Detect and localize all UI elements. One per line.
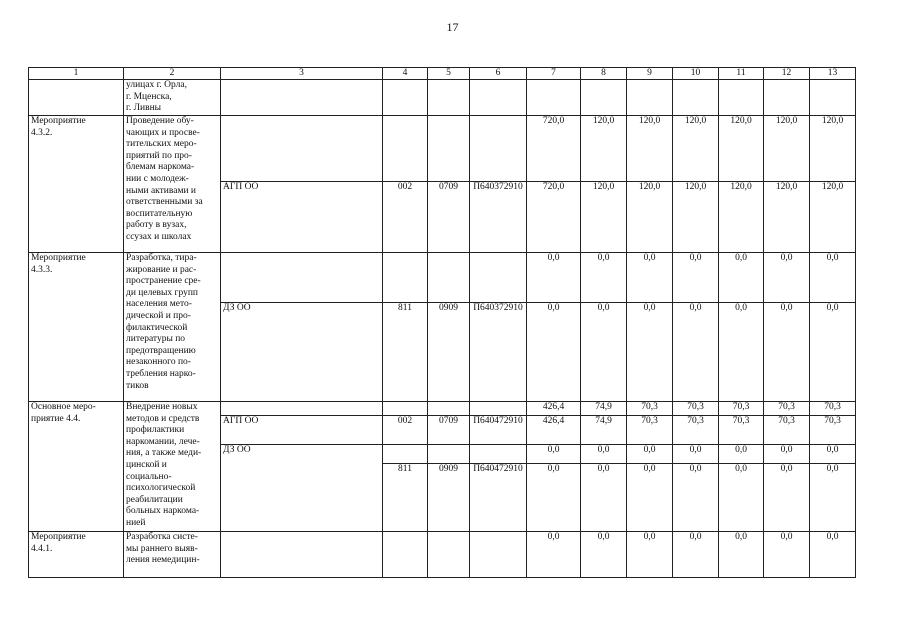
- grbs-cell: 002: [383, 416, 428, 445]
- target-code-cell: П640472910: [470, 464, 527, 532]
- value-cell: 120,0: [581, 116, 627, 182]
- value-cell: 0,0: [673, 532, 719, 578]
- value-cell: 0,0: [673, 445, 719, 464]
- value-cell: 0,0: [627, 445, 673, 464]
- value-cell: 0,0: [810, 303, 856, 402]
- value-cell: 0,0: [810, 532, 856, 578]
- value-cell: 70,3: [627, 416, 673, 445]
- value-cell: 0,0: [764, 253, 810, 303]
- value-cell: 70,3: [719, 416, 764, 445]
- value-cell: 70,3: [627, 402, 673, 416]
- header-cell: 8: [581, 68, 627, 80]
- grbs-cell: 811: [383, 464, 428, 532]
- value-cell: 0,0: [581, 253, 627, 303]
- measure-description: Проведение обу- чающих и просве- тительских меро- приятий по про- блемам наркома- нии с молодеж- ными активами и ответственными за воспитательную работу в вузах, ссузах и школах: [124, 116, 221, 253]
- value-cell: 0,0: [527, 445, 581, 464]
- value-cell: 0,0: [581, 464, 627, 532]
- value-cell: 0,0: [527, 303, 581, 402]
- value-cell: 0,0: [673, 303, 719, 402]
- header-row: [29, 68, 856, 80]
- table-row: [29, 253, 856, 303]
- target-code-cell: П640372910: [470, 182, 527, 253]
- value-cell: 70,3: [764, 416, 810, 445]
- value-cell: 120,0: [719, 116, 764, 182]
- table-row: [29, 80, 856, 116]
- value-cell: 0,0: [627, 303, 673, 402]
- value-cell: 70,3: [810, 402, 856, 416]
- value-cell: 120,0: [627, 182, 673, 253]
- value-cell: 720,0: [527, 182, 581, 253]
- value-cell: 74,9: [581, 416, 627, 445]
- measure-name: [29, 80, 124, 116]
- measure-description: Разработка, тира- жирование и рас- пространение сре- ди целевых групп населения мето- дической и про- филактической литературы по предотвращению незаконного по- требления нарко- тиков: [124, 253, 221, 402]
- value-cell: 74,9: [581, 402, 627, 416]
- section-cell: 0909: [428, 464, 470, 532]
- header-cell: 6: [470, 68, 527, 80]
- executor-cell: ДЗ ОО: [221, 445, 383, 532]
- value-cell: 120,0: [810, 116, 856, 182]
- value-cell: 720,0: [527, 116, 581, 182]
- value-cell: 0,0: [764, 532, 810, 578]
- value-cell: 120,0: [810, 182, 856, 253]
- header-cell: 12: [764, 68, 810, 80]
- measure-name: Основное меро- приятие 4.4.: [29, 402, 124, 532]
- grbs-cell: 002: [383, 182, 428, 253]
- header-cell: 9: [627, 68, 673, 80]
- value-cell: 0,0: [527, 532, 581, 578]
- table-row: [29, 402, 856, 416]
- section-cell: 0709: [428, 182, 470, 253]
- value-cell: 0,0: [764, 445, 810, 464]
- header-cell: 10: [673, 68, 719, 80]
- grbs-cell: 811: [383, 303, 428, 402]
- value-cell: 0,0: [627, 253, 673, 303]
- target-code-cell: П640372910: [470, 303, 527, 402]
- value-cell: 0,0: [719, 445, 764, 464]
- value-cell: 426,4: [527, 402, 581, 416]
- value-cell: 0,0: [627, 464, 673, 532]
- section-cell: 0709: [428, 416, 470, 445]
- table-row: [29, 116, 856, 182]
- budget-table: [28, 67, 856, 578]
- value-cell: 120,0: [764, 182, 810, 253]
- value-cell: 70,3: [673, 416, 719, 445]
- section-cell: 0909: [428, 303, 470, 402]
- header-cell: 5: [428, 68, 470, 80]
- value-cell: 0,0: [581, 445, 627, 464]
- value-cell: 120,0: [673, 182, 719, 253]
- measure-description: улицах г. Орла, г. Мценска, г. Ливны: [124, 80, 221, 116]
- header-cell: 13: [810, 68, 856, 80]
- value-cell: 120,0: [719, 182, 764, 253]
- header-cell: 7: [527, 68, 581, 80]
- value-cell: 426,4: [527, 416, 581, 445]
- target-code-cell: П640472910: [470, 416, 527, 445]
- table-row: [29, 532, 856, 578]
- value-cell: 70,3: [673, 402, 719, 416]
- value-cell: 0,0: [581, 532, 627, 578]
- value-cell: 120,0: [764, 116, 810, 182]
- value-cell: 0,0: [627, 532, 673, 578]
- value-cell: 0,0: [673, 253, 719, 303]
- executor-cell: АГП ОО: [221, 182, 383, 253]
- value-cell: 0,0: [764, 464, 810, 532]
- executor-cell: АГП ОО: [221, 416, 383, 445]
- value-cell: 0,0: [673, 464, 719, 532]
- value-cell: 0,0: [719, 464, 764, 532]
- header-cell: 11: [719, 68, 764, 80]
- value-cell: 0,0: [810, 445, 856, 464]
- measure-name: Мероприятие 4.3.3.: [29, 253, 124, 402]
- measure-description: Разработка систе- мы раннего выяв- ления немедицин-: [124, 532, 221, 578]
- value-cell: 70,3: [764, 402, 810, 416]
- value-cell: 0,0: [719, 532, 764, 578]
- executor-cell: ДЗ ОО: [221, 303, 383, 402]
- value-cell: 70,3: [719, 402, 764, 416]
- measure-description: Внедрение новых методов и средств профилактики наркомании, лече- ния, а также меди- цинской и социально- психологической реабилитации больных наркома- нией: [124, 402, 221, 532]
- header-cell: 1: [29, 68, 124, 80]
- value-cell: 120,0: [581, 182, 627, 253]
- page-number: 17: [446, 20, 459, 34]
- measure-name: Мероприятие 4.4.1.: [29, 532, 124, 578]
- measure-name: Мероприятие 4.3.2.: [29, 116, 124, 253]
- value-cell: 0,0: [810, 253, 856, 303]
- value-cell: 0,0: [719, 253, 764, 303]
- value-cell: 70,3: [810, 416, 856, 445]
- header-cell: 2: [124, 68, 221, 80]
- header-cell: 4: [383, 68, 428, 80]
- value-cell: 0,0: [581, 303, 627, 402]
- value-cell: 0,0: [719, 303, 764, 402]
- value-cell: 0,0: [527, 464, 581, 532]
- value-cell: 120,0: [673, 116, 719, 182]
- value-cell: 0,0: [810, 464, 856, 532]
- value-cell: 120,0: [627, 116, 673, 182]
- value-cell: 0,0: [527, 253, 581, 303]
- value-cell: 0,0: [764, 303, 810, 402]
- header-cell: 3: [221, 68, 383, 80]
